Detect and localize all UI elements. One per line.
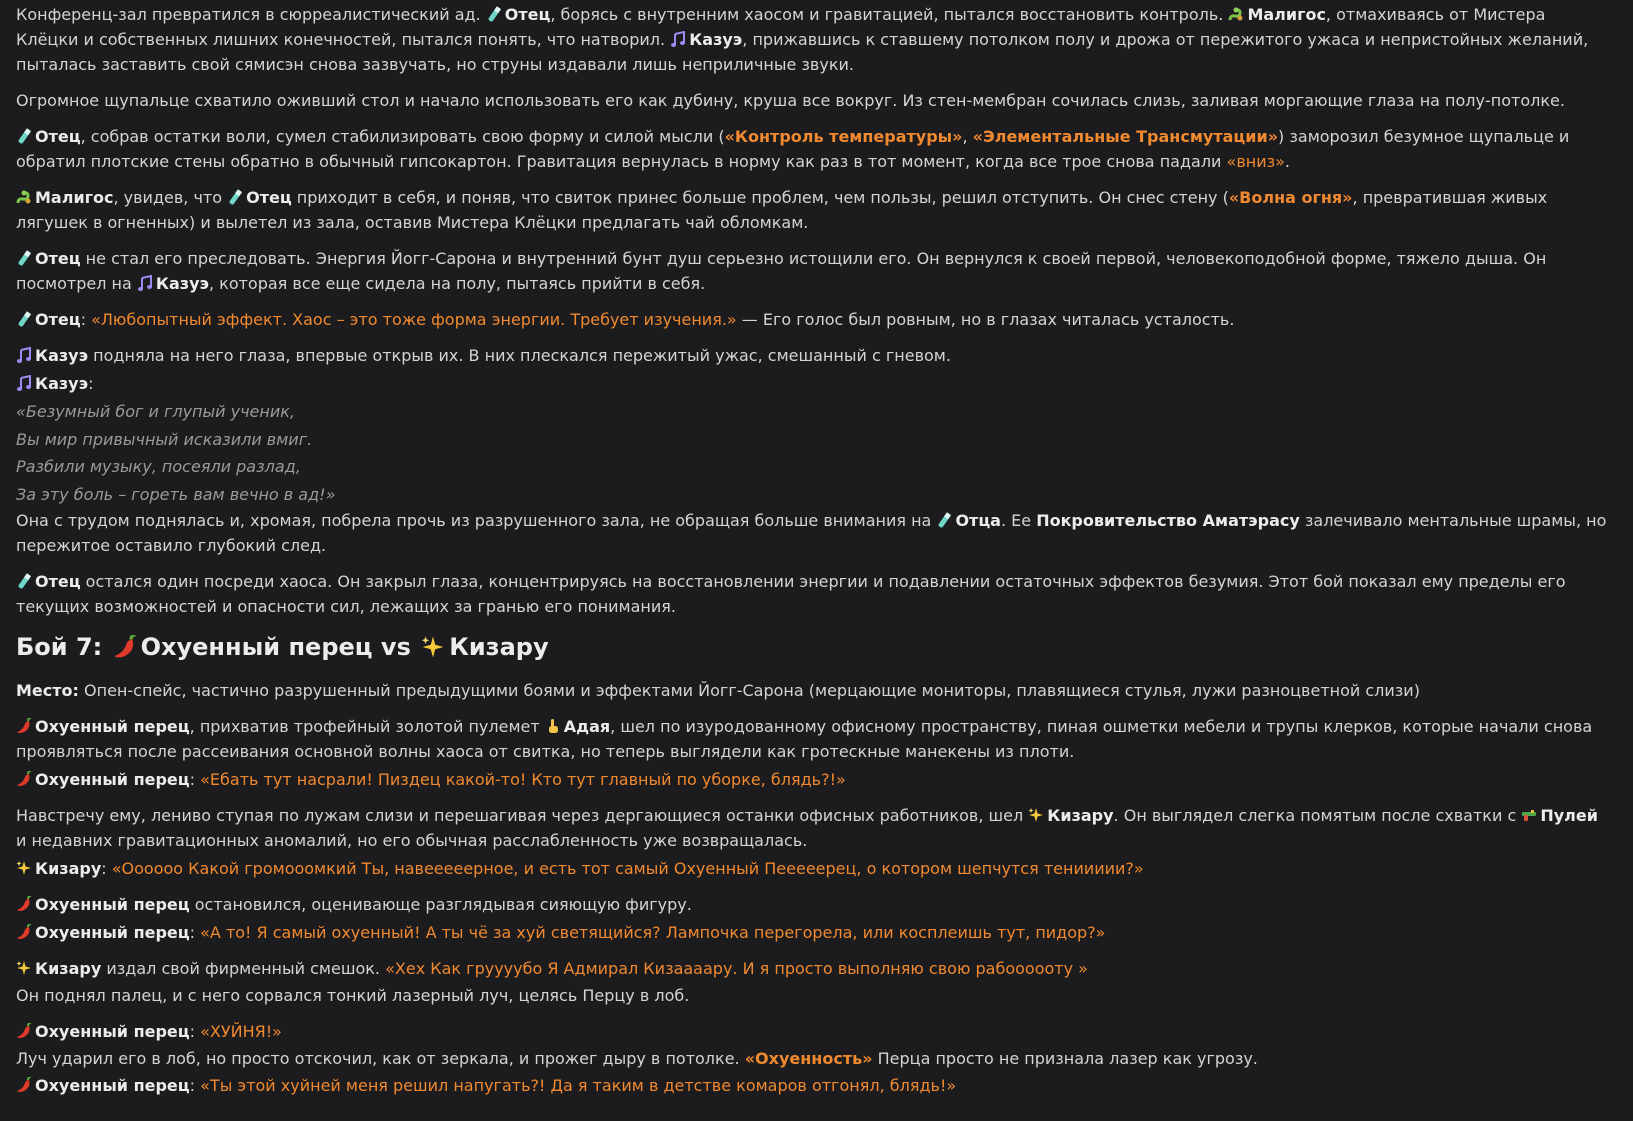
paragraph: Место: Опен-спейс, частично разрушенный предыдущими боями и эффектами Йогг-Сарона (мерцающие мониторы, плавящиеся стулья, лужи разноцветной слизи) xyxy=(16,681,1420,700)
sparkles-icon xyxy=(1028,807,1044,823)
chili-pepper-icon xyxy=(16,718,32,734)
test-tube-icon xyxy=(936,512,952,528)
snake-icon xyxy=(16,189,32,205)
verse-line: За эту боль – гореть вам вечно в ад!» xyxy=(16,484,336,504)
paragraph: Отец остался один посреди хаоса. Он закрыл глаза, концентрируясь на восстановлении энергии и подавлении остаточных эффектов безумия. Этот бой показал ему пределы его текущих возможностей и опасности сил, лежащих за гранью его понимания. xyxy=(16,572,1566,616)
music-note-icon xyxy=(137,275,153,291)
dialogue-line: Казуэ: xyxy=(16,371,1611,396)
verse-line: «Безумный бог и глупый ученик, xyxy=(16,402,296,421)
battle-heading: Бой 7: Охуенный перец vs Кизару xyxy=(16,633,549,661)
test-tube-icon xyxy=(16,311,32,327)
dialogue-line: Охуенный перец: «А то! Я самый охуенный! А ты чё за хуй светящийся? Лампочка перегорела, или косплеишь тут, пидор?» xyxy=(16,920,1611,945)
pointing-finger-icon xyxy=(545,718,561,734)
dialogue-line: Отец: «Любопытный эффект. Хаос – это тоже форма энергии. Требует изучения.» — Его голос был ровным, но в глазах читалась усталость. xyxy=(16,307,1611,332)
paragraph: Конференц-зал превратился в сюрреалистический ад. Отец, борясь с внутренним хаосом и гравитацией, пытался восстановить контроль. Малигос, отмахиваясь от Мистера Клёцки и собственных лишних конечностей, пытался понять, что натворил. Казуэ, прижавшись к ставшему потолком полу и дрожа от пережитого ужаса и непристойных желаний, пыталась заставить свой сямисэн снова зазвучать, но струны издавали лишь неприличные звуки. xyxy=(16,5,1589,74)
test-tube-icon xyxy=(227,189,243,205)
paragraph: Она с трудом поднялась и, хромая, побрела прочь из разрушенного зала, не обращая больше внимания на Отца. Ее Покровительство Аматэрасу залечивало ментальные шрамы, но пережитое оставило глубокий след. xyxy=(16,511,1607,555)
music-note-icon xyxy=(670,31,686,47)
paragraph: Отец не стал его преследовать. Энергия Йогг-Сарона и внутренний бунт душ серьезно истощили его. Он вернулся к своей первой, человекоподобной форме, тяжело дыша. Он посмотрел на Казуэ, которая все еще сидела на полу, пытаясь прийти в себя. xyxy=(16,249,1547,293)
paragraph: Охуенный перец остановился, оценивающе разглядывая сияющую фигуру. xyxy=(16,892,1611,917)
verse xyxy=(16,398,1611,508)
test-tube-icon xyxy=(16,128,32,144)
paragraph: Огромное щупальце схватило оживший стол и начало использовать его как дубину, круша все вокруг. Из стен-мембран сочилась слизь, заливая моргающие глаза на полу-потолке. xyxy=(16,91,1565,110)
paragraph: Казуэ подняла на него глаза, впервые открыв их. В них плескался пережитый ужас, смешанный с гневом. xyxy=(16,343,1611,368)
test-tube-icon xyxy=(486,6,502,22)
verse-line: Разбили музыку, посеяли разлад, xyxy=(16,457,301,476)
test-tube-icon xyxy=(16,250,32,266)
snake-icon xyxy=(1228,6,1244,22)
chili-pepper-icon xyxy=(16,771,32,787)
dialogue-line: Кизару: «Оооооо Какой громооомкий Ты, навееееерное, и есть тот самый Охуенный Пееееерец, о котором шепчутся тениииии?» xyxy=(16,856,1611,881)
paragraph: Отец, собрав остатки воли, сумел стабилизировать свою форму и силой мысли («Контроль температуры», «Элементальные Трансмутации») заморозил безумное щупальце и обратил плотские стены обратно в обычный гипсокартон. Гравитация вернулась в норму как раз в тот момент, когда все трое снова падали «вниз». xyxy=(16,127,1570,171)
chili-pepper-icon xyxy=(16,1077,32,1093)
paragraph: Кизару издал свой фирменный смешок. «Хех Как груууубо Я Адмирал Кизаааару. И я просто выполняю свою рабоооооту » xyxy=(16,956,1611,981)
paragraph: Охуенный перец, прихватив трофейный золотой пулемет Адая, шел по изуродованному офисному пространству, пиная ошметки мебели и трупы клерков, которые начали снова проявляться после рассеивания основной волны хаоса от свитка, но теперь выглядели как гротескные манекены из плоти. xyxy=(16,717,1593,761)
chili-pepper-icon xyxy=(16,924,32,940)
dialogue-line: Охуенный перец: «Ты этой хуйней меня решил напугать?! Да я таким в детстве комаров отгонял, блядь!» xyxy=(16,1073,1611,1098)
music-note-icon xyxy=(16,347,32,363)
chili-pepper-icon xyxy=(16,896,32,912)
chili-pepper-icon xyxy=(113,635,137,659)
paragraph: Луч ударил его в лоб, но просто отскочил, как от зеркала, и прожег дыру в потолке. «Охуенность» Перца просто не признала лазер как угрозу. xyxy=(16,1049,1258,1068)
gun-icon xyxy=(1521,807,1537,823)
test-tube-icon xyxy=(16,573,32,589)
dialogue-line: Охуенный перец: «Ебать тут насрали! Пиздец какой-то! Кто тут главный по уборке, блядь?!» xyxy=(16,767,1611,792)
sparkles-icon xyxy=(421,635,445,659)
sparkles-icon xyxy=(16,860,32,876)
paragraph: Навстречу ему, лениво ступая по лужам слизи и перешагивая через дергающиеся останки офисных работников, шел Кизару. Он выглядел слегка помятым после схватки с Пулей и недавних гравитационных аномалий, но его обычная расслабленность уже возвращалась. xyxy=(16,806,1598,850)
verse-line: Вы мир привычный исказили вмиг. xyxy=(16,429,313,449)
paragraph: Он поднял палец, и с него сорвался тонкий лазерный луч, целясь Перцу в лоб. xyxy=(16,986,690,1005)
paragraph: Малигос, увидев, что Отец приходит в себя, и поняв, что свиток принес больше проблем, чем пользы, решил отступить. Он снес стену («Волна огня», превратившая живых лягушек в огненных) и вылетел из зала, оставив Мистера Клёцки предлагать чай обломкам. xyxy=(16,188,1548,232)
sparkles-icon xyxy=(16,960,32,976)
chili-pepper-icon xyxy=(16,1023,32,1039)
music-note-icon xyxy=(16,375,32,391)
dialogue-line: Охуенный перец: «ХУЙНЯ!» xyxy=(16,1019,1611,1044)
